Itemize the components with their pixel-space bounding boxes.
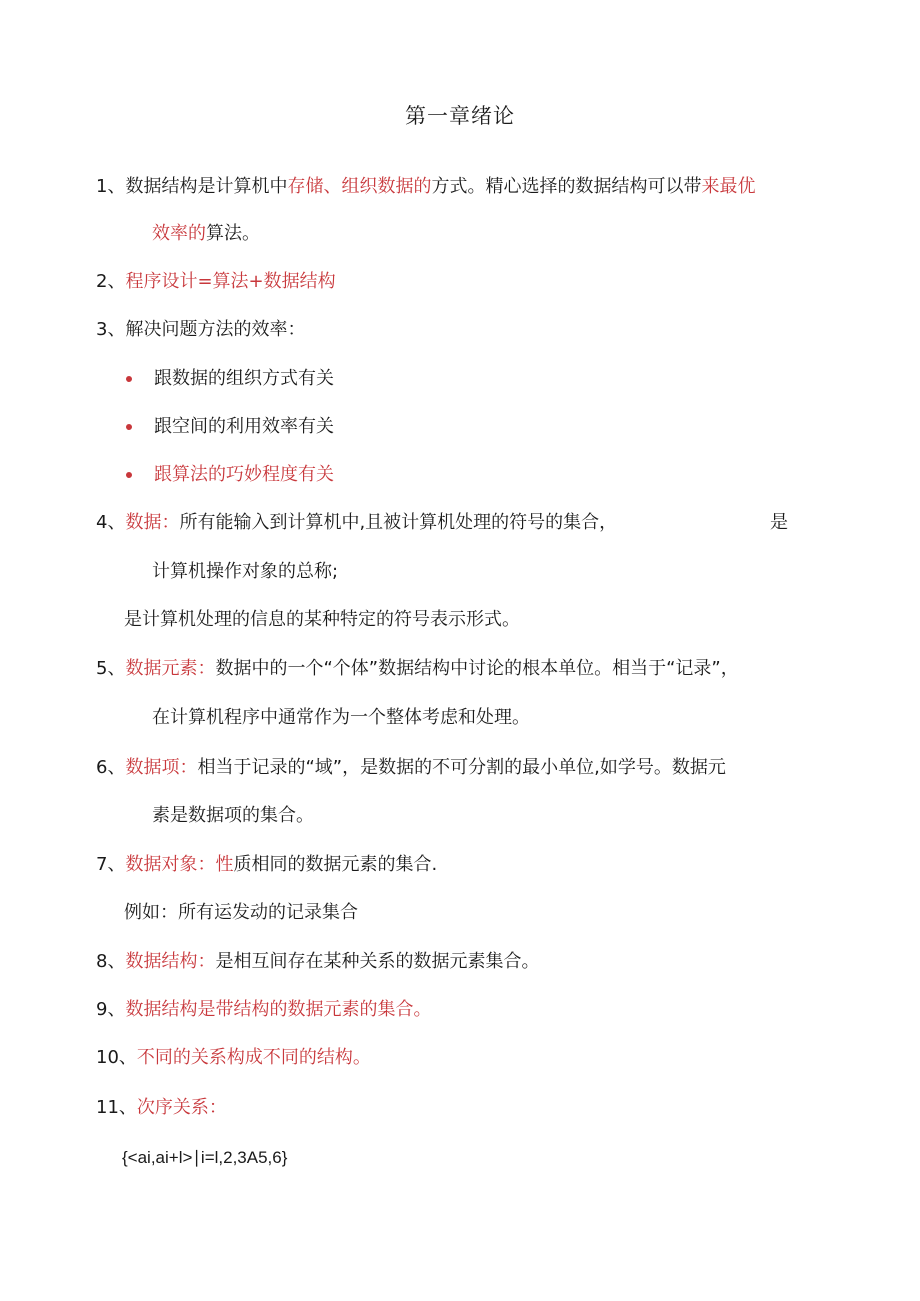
bullet-dot-icon	[126, 472, 132, 478]
item-1-highlight-storage: 存储、组织数据的	[287, 176, 432, 197]
item-4-number: 4、	[96, 512, 126, 533]
item-1-text-f: 算法。	[206, 223, 260, 244]
item-10	[96, 1046, 371, 1070]
item-3-number: 3、	[96, 319, 126, 340]
item-10-text: 不同的关系构成不同的结构。	[136, 1047, 371, 1068]
item-4-line-1	[96, 511, 617, 535]
ordering-relation-formula: {<ai,ai+l>∣i=l,2,3A5,6}	[122, 1148, 288, 1167]
item-4-term: 数据：	[125, 512, 180, 533]
item-3-text: 解决问题方法的效率：	[125, 319, 306, 340]
item-6-line-1	[96, 756, 726, 780]
item-1-highlight-efficiency: 效率的	[152, 223, 206, 244]
item-1-text-c: 方式。精心选择的数据结构可以带	[431, 176, 702, 197]
item-11	[96, 1096, 227, 1120]
item-1-number: 1、	[96, 176, 126, 197]
item-6-term: 数据项：	[125, 757, 198, 778]
item-9	[96, 998, 431, 1022]
item-3	[96, 318, 305, 342]
item-4-text-a: 所有能输入到计算机中,且被计算机处理的符号的集合，	[179, 512, 618, 533]
item-5-number: 5、	[96, 658, 126, 679]
bullet-item-2: 跟空间的利用效率有关	[154, 416, 334, 437]
item-1-highlight-optimal: 来最优	[701, 176, 756, 197]
item-8-text-a: 是相互间存在某种关系的数据元素集合。	[215, 951, 540, 972]
item-8-term: 数据结构：	[125, 951, 216, 972]
item-7-text-a: 质相同的数据元素的集合.	[233, 854, 438, 875]
item-7-line-2: 例如：所有运发动的记录集合	[124, 902, 358, 923]
item-6-text-a: 相当于记录的“域”，是数据的不可分割的最小单位,如学号。数据元	[197, 757, 726, 778]
item-6-number: 6、	[96, 757, 126, 778]
item-5-line-1	[96, 657, 739, 681]
item-4-line-3: 是计算机处理的信息的某种特定的符号表示形式。	[124, 609, 520, 630]
item-5-text-a: 数据中的一个“个体”数据结构中讨论的根本单位。相当于“记录”，	[215, 658, 739, 679]
item-1-line-1	[96, 175, 755, 199]
item-6-line-2: 素是数据项的集合。	[152, 805, 314, 826]
item-4-line-2: 计算机操作对象的总称;	[152, 561, 339, 582]
item-7-line-1	[96, 853, 437, 877]
chapter-title: 第一章绪论	[405, 104, 515, 128]
item-2-number: 2、	[96, 271, 126, 292]
bullet-dot-icon	[126, 424, 132, 430]
item-9-text: 数据结构是带结构的数据元素的集合。	[125, 999, 432, 1020]
bullet-item-3: 跟算法的巧妙程度有关	[154, 464, 334, 485]
item-8	[96, 950, 539, 974]
item-5-term: 数据元素：	[125, 658, 216, 679]
item-11-number: 11、	[96, 1097, 137, 1118]
item-5-line-2: 在计算机程序中通常作为一个整体考虑和处理。	[152, 707, 530, 728]
item-11-text: 次序关系：	[136, 1097, 227, 1118]
item-7-term: 数据对象：性	[125, 854, 234, 875]
item-1-text-a: 数据结构是计算机中	[125, 176, 288, 197]
item-8-number: 8、	[96, 951, 126, 972]
item-2	[96, 270, 336, 294]
item-7-number: 7、	[96, 854, 126, 875]
item-1-line-2	[152, 222, 260, 246]
item-10-number: 10、	[96, 1047, 137, 1068]
item-2-text: 程序设计=算法+数据结构	[125, 271, 336, 292]
bullet-item-1: 跟数据的组织方式有关	[154, 368, 334, 389]
item-4-text-b: 是	[770, 512, 788, 533]
item-9-number: 9、	[96, 999, 126, 1020]
bullet-dot-icon	[126, 376, 132, 382]
